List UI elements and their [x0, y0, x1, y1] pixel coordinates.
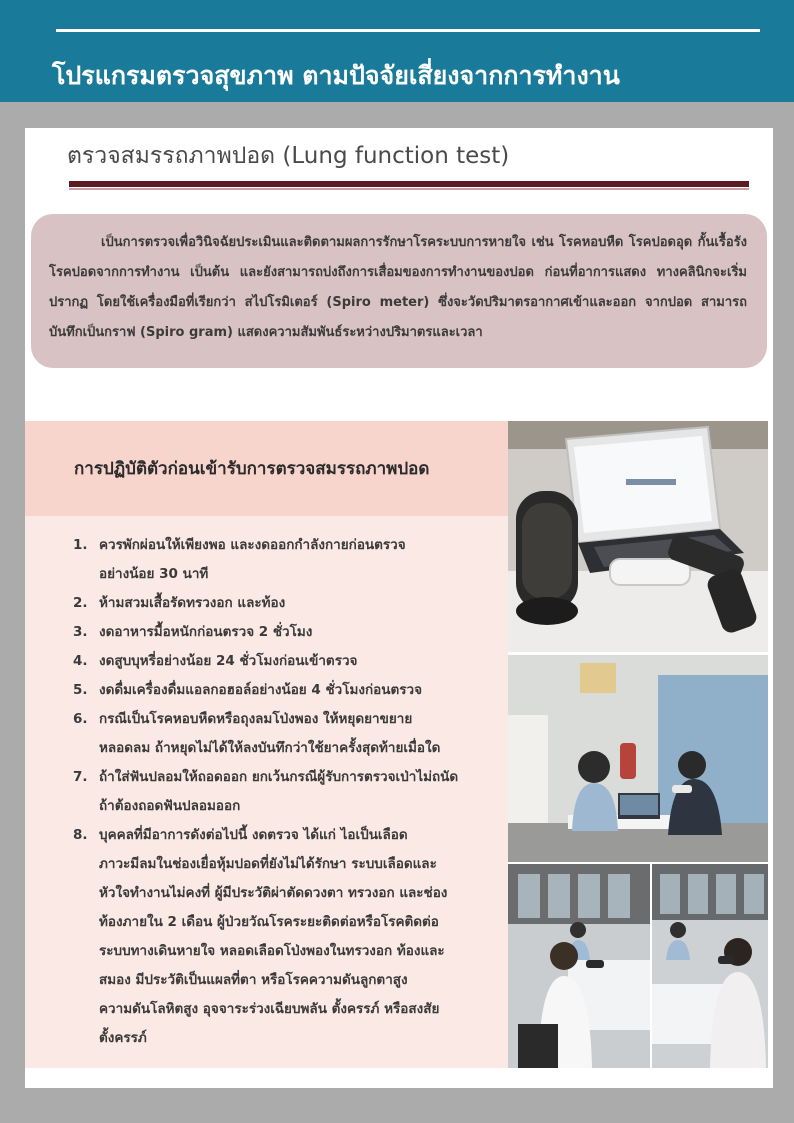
intro-line: เป็นการตรวจเพื่อวินิจฉัยประเมินและติดตามผลการรักษาโรคระบบการหายใจ เช่น โรคหอบหืด โรคปอดอุด	[101, 235, 693, 250]
step-line: ภาวะมีลมในช่องเยื่อหุ้มปอดที่ยังไม่ได้รักษา ระบบเลือดและ	[99, 856, 437, 872]
step-number: 3.	[73, 624, 88, 640]
step-item	[69, 763, 489, 821]
step-line: ระบบทางเดินหายใจ หลอดเลือดโป่งพองในทรวงอก ท้องและ	[99, 943, 445, 959]
step-line: กรณีเป็นโรคหอบหืดหรือถุงลมโป่งพอง ให้หยุดยาขยาย	[99, 711, 413, 727]
page-title: โปรแกรมตรวจสุขภาพ ตามปัจจัยเสี่ยงจากการทำงาน	[52, 61, 620, 90]
spirometer-equipment-illustration	[508, 421, 768, 652]
preparation-steps	[69, 531, 489, 1053]
step-line: สมอง มีประวัติเป็นแผลที่ตา หรือโรคความดันลูกตาสูง	[99, 972, 408, 988]
intro-line: จากปอด สามารถบันทึกเป็นกราฟ (Spiro gram) แสดงความสัมพันธ์ระหว่างปริมาตรและเวลา	[49, 295, 747, 340]
spirometer-equipment-photo	[508, 421, 768, 652]
step-line: อย่างน้อย 30 นาที	[99, 566, 209, 582]
step-line: ถ้าต้องถอดฟันปลอมออก	[99, 798, 241, 814]
step-line: ควรพักผ่อนให้เพียงพอ และงดออกกำลังกายก่อนตรวจ	[99, 537, 406, 553]
worker-test-photo-1	[508, 864, 650, 1068]
step-item	[69, 676, 489, 705]
header-divider	[56, 29, 760, 32]
step-number: 4.	[73, 653, 88, 669]
step-item	[69, 647, 489, 676]
step-line: ถ้าใส่ฟันปลอมให้ถอดออก ยกเว้นกรณีผู้รับการตรวจเป่าไม่ถนัด	[99, 769, 459, 785]
step-number: 5.	[73, 682, 88, 698]
step-line: บุคคลที่มีอาการดังต่อไปนี้ งดตรวจ ได้แก่ ไอเป็นเลือด	[99, 827, 408, 843]
step-line: ตั้งครรภ์	[99, 1030, 147, 1046]
intro-line: ทางคลินิกจะเริ่มปรากฏ โดยใช้เครื่องมือที่เรียกว่า สไปโรมิเตอร์ (Spiro meter) ซึ่งจะวัดปริมาตรอากาศเข้าและออก	[49, 265, 747, 310]
section-title-underline	[69, 181, 749, 187]
step-item	[69, 618, 489, 647]
intro-line: กั้นเรื้อรัง โรคปอดจากการทำงาน เป็นต้น และยังสามารถบ่งถึงการเสื่อมของการทำงานของปอด ก่อนที่อาการแสดง	[49, 235, 747, 280]
step-line: หัวใจทำงานไม่คงที่ ผู้มีประวัติผ่าตัดดวงตา ทรวงอก และช่อง	[99, 885, 448, 901]
section-title-underline-shadow	[69, 188, 749, 190]
worker-test-illustration-1	[508, 864, 650, 1068]
step-line: งดอาหารมื้อหนักก่อนตรวจ 2 ชั่วโมง	[99, 624, 313, 640]
step-number: 6.	[73, 711, 88, 727]
step-item	[69, 531, 489, 589]
preparation-panel	[25, 421, 508, 1068]
page-header	[0, 0, 794, 102]
step-item	[69, 589, 489, 618]
step-line: หลอดลม ถ้าหยุดไม่ได้ให้ลงบันทึกว่าใช้ยาครั้งสุดท้ายเมื่อใด	[99, 740, 441, 756]
step-number: 1.	[73, 537, 88, 553]
worker-test-photo-2	[652, 864, 768, 1068]
preparation-header	[25, 421, 508, 516]
step-line: ความดันโลหิตสูง อุจจาระร่วงเฉียบพลัน ตั้งครรภ์ หรือสงสัย	[99, 1001, 440, 1017]
step-item	[69, 705, 489, 763]
content-sheet	[25, 128, 773, 1088]
preparation-title: การปฏิบัติตัวก่อนเข้ารับการตรวจสมรรถภาพปอด	[74, 459, 430, 479]
step-line: ท้องภายใน 2 เดือน ผู้ป่วยวัณโรคระยะติดต่อหรือโรคติดต่อ	[99, 914, 439, 930]
step-line: งดดื่มเครื่องดื่มแอลกอฮอล์อย่างน้อย 4 ชั่วโมงก่อนตรวจ	[99, 682, 423, 698]
step-line: ห้ามสวมเสื้อรัดทรวงอก และท้อง	[99, 595, 286, 611]
step-item	[69, 821, 489, 1053]
intro-box	[31, 214, 767, 368]
step-line: งดสูบบุหรี่อย่างน้อย 24 ชั่วโมงก่อนเข้าตรวจ	[99, 653, 358, 669]
lung-test-session-photo	[508, 655, 768, 862]
step-number: 2.	[73, 595, 88, 611]
section-title: ตรวจสมรรถภาพปอด (Lung function test)	[67, 143, 510, 169]
step-number: 7.	[73, 769, 88, 785]
step-number: 8.	[73, 827, 88, 843]
worker-test-illustration-2	[652, 864, 768, 1068]
lung-test-session-illustration	[508, 655, 768, 862]
